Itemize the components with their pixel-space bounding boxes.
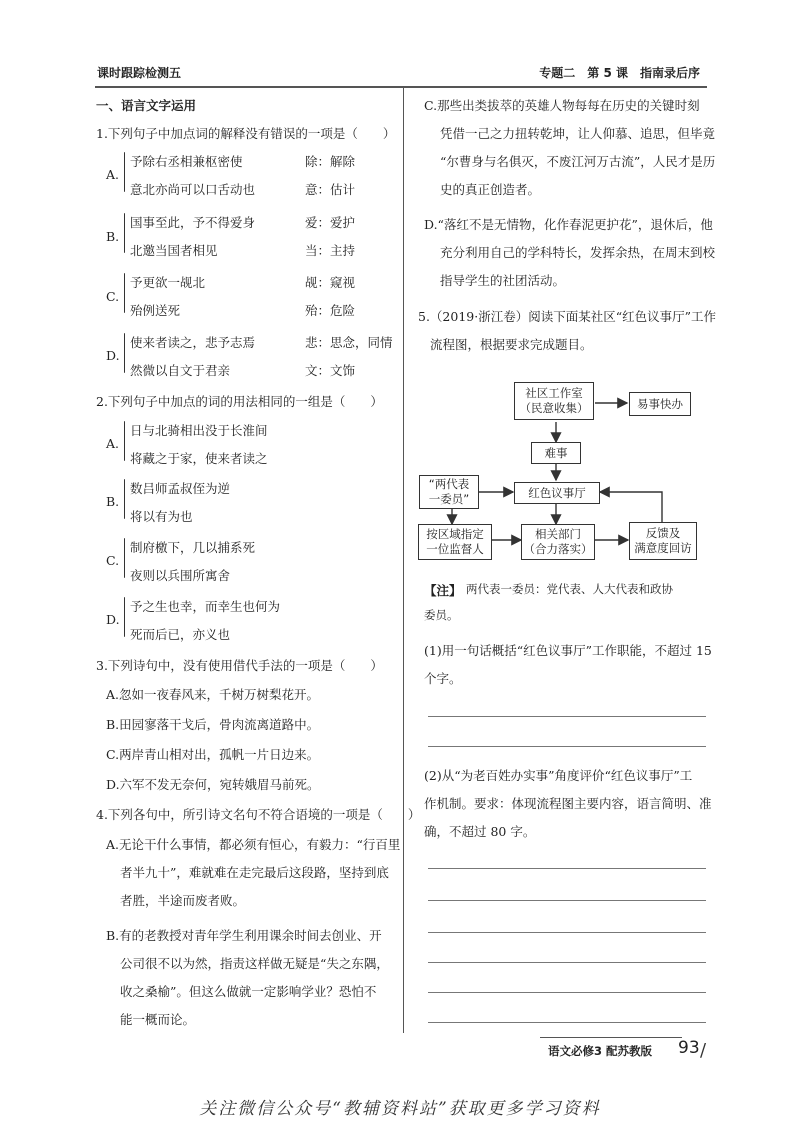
q1-c-expl2: 殆：危险 — [305, 303, 356, 318]
flow-box-easy: 易事快办 — [629, 392, 691, 416]
section-title: 一、语言文字运用 — [96, 98, 197, 113]
q4-d-line: 充分利用自己的学科特长，发挥余热，在周末到校 — [440, 245, 716, 260]
q1-c-line1: 予更欲一觇北 — [130, 275, 206, 290]
header-left-title: 课时跟踪检测五 — [97, 66, 182, 80]
answer-line[interactable] — [428, 900, 706, 901]
q4-c-line: C.那些出类拔萃的英雄人物每每在历史的关键时刻 — [424, 98, 700, 113]
q1-b-expl1: 爱：爱护 — [305, 215, 356, 230]
q2-option-letter: D. — [106, 612, 120, 627]
page-slash: / — [700, 1040, 707, 1061]
q4-c-line: “尔曹身与名俱灭，不废江河万古流”，人民才是历 — [440, 154, 716, 169]
flow-box-feedback: 反馈及 满意度回访 — [629, 522, 697, 560]
flow-box-departments: 相关部门 （合力落实） — [521, 524, 595, 560]
q1-b-expl2: 当：主持 — [305, 243, 356, 258]
note-text: 两代表一委员：党代表、人大代表和政协 — [466, 582, 673, 596]
q2-d-line2: 死而后已，亦义也 — [130, 627, 231, 642]
q2-d-line1: 予之生也幸，而幸生也何为 — [130, 599, 281, 614]
page-number: 93 — [678, 1038, 700, 1058]
q2-b-line1: 数吕师孟叔侄为逆 — [130, 481, 231, 496]
q4-a-line: 者半九十”，难就难在走完最后这段路，坚持到底 — [120, 865, 389, 880]
q3-option-a: A.忽如一夜春风来，千树万树梨花开。 — [106, 687, 320, 702]
q5-stem: 流程图，根据要求完成题目。 — [430, 337, 593, 352]
q4-b-line: 公司很不以为然，指责这样做无疑是“失之东隅， — [120, 956, 389, 971]
footer-book-tag: 语文必修3 配苏教版 — [548, 1044, 653, 1058]
q4-a-line: 者胜，半途而废者败。 — [120, 893, 246, 908]
footer-rule — [540, 1037, 682, 1038]
q5-sub2: 确，不超过 80 字。 — [424, 824, 536, 839]
q1-b-line2: 北邀当国者相见 — [130, 243, 218, 258]
q5-stem: 5.（2019·浙江卷）阅读下面某社区“红色议事厅”工作 — [418, 309, 716, 324]
q1-option-letter: A. — [106, 167, 120, 182]
q5-sub1: (1)用一句话概括“红色议事厅”工作职能，不超过 15 — [424, 643, 712, 658]
q2-c-line1: 制府檄下，几以捕系死 — [130, 540, 256, 555]
q5-sub1: 个字。 — [424, 671, 462, 686]
q3-stem: 3.下列诗句中，没有使用借代手法的一项是（ ） — [96, 658, 383, 673]
q1-a-line1: 予除右丞相兼枢密使 — [130, 154, 243, 169]
q2-brace — [124, 597, 125, 637]
q4-d-line: 指导学生的社团活动。 — [440, 273, 566, 288]
q1-c-expl1: 觇：窥视 — [305, 275, 356, 290]
q1-option-letter: C. — [106, 289, 120, 304]
q5-sub2: (2)从“为老百姓办实事”角度评价“红色议事厅”工 — [424, 768, 693, 783]
q1-d-line1: 使来者读之，悲予志焉 — [130, 335, 256, 350]
answer-line[interactable] — [428, 868, 706, 869]
q2-c-line2: 夜则以兵围所寓舍 — [130, 568, 231, 583]
answer-line[interactable] — [428, 1022, 706, 1023]
flow-box-community-office: 社区工作室 （民意收集） — [514, 382, 594, 420]
q4-d-line: D.“落红不是无情物，化作春泥更护花”，退休后，他 — [424, 217, 713, 232]
q4-b-line: B.有的老教授对青年学生利用课余时间去创业、开 — [106, 928, 382, 943]
q1-a-expl2: 意：估计 — [305, 182, 356, 197]
q1-a-expl1: 除：解除 — [305, 154, 356, 169]
q2-option-letter: C. — [106, 553, 120, 568]
q5-sub2: 作机制。要求：体现流程图主要内容，语言简明、准 — [424, 796, 712, 811]
answer-line[interactable] — [428, 992, 706, 993]
q2-b-line2: 将以有为也 — [130, 509, 193, 524]
q4-b-line: 收之桑榆”。但这么做就一定影响学业？恐怕不 — [120, 984, 377, 999]
answer-line[interactable] — [428, 746, 706, 747]
q1-stem: 1.下列句子中加点词的解释没有错误的一项是（ ） — [96, 126, 396, 141]
q3-option-d: D.六军不发无奈何，宛转娥眉马前死。 — [106, 777, 320, 792]
q3-option-c: C.两岸青山相对出，孤帆一片日边来。 — [106, 747, 320, 762]
q4-b-line: 能一概而论。 — [120, 1012, 196, 1027]
q1-b-line1: 国事至此，予不得爱身 — [130, 215, 256, 230]
q1-c-line2: 殆例送死 — [130, 303, 181, 318]
answer-line[interactable] — [428, 716, 706, 717]
q4-a-line: A.无论干什么事情，都必须有恒心，有毅力：“行百里 — [106, 837, 401, 852]
note-label: 【注】 — [424, 583, 462, 598]
flow-box-hard: 难事 — [531, 442, 581, 464]
answer-line[interactable] — [428, 932, 706, 933]
footer-watermark: 关注微信公众号“教辅资料站”获取更多学习资料 — [199, 1099, 601, 1119]
q2-stem: 2.下列句子中加点的词的用法相同的一组是（ ） — [96, 394, 383, 409]
flow-box-supervisor: 按区域指定 一位监督人 — [418, 524, 492, 560]
q2-option-letter: A. — [106, 436, 120, 451]
q4-c-line: 史的真正创造者。 — [440, 182, 541, 197]
answer-line[interactable] — [428, 962, 706, 963]
q3-option-b: B.田园寥落干戈后，骨肉流离道路中。 — [106, 717, 320, 732]
q1-option-letter: D. — [106, 348, 120, 363]
q1-a-line2: 意北亦尚可以口舌动也 — [130, 182, 256, 197]
flow-box-red-hall: 红色议事厅 — [514, 482, 600, 504]
q1-d-line2: 然微以自文于君亲 — [130, 363, 231, 378]
note-text: 委员。 — [424, 608, 459, 622]
q2-option-letter: B. — [106, 494, 120, 509]
flow-box-representatives: “两代表 一委员” — [419, 475, 479, 509]
q4-c-line: 凭借一己之力扭转乾坤，让人仰慕、追思，但毕竟 — [440, 126, 716, 141]
header-right-title: 专题二 第 5 课 指南录后序 — [539, 66, 700, 80]
q2-a-line1: 日与北骑相出没于长淮间 — [130, 423, 268, 438]
q1-option-letter: B. — [106, 229, 120, 244]
q1-d-expl1: 悲：思念，同情 — [305, 335, 393, 350]
q1-d-expl2: 文：文饰 — [305, 363, 356, 378]
q4-stem: 4.下列各句中，所引诗文名句不符合语境的一项是（ ） — [96, 807, 421, 822]
q2-a-line2: 将藏之于家，使来者读之 — [130, 451, 268, 466]
